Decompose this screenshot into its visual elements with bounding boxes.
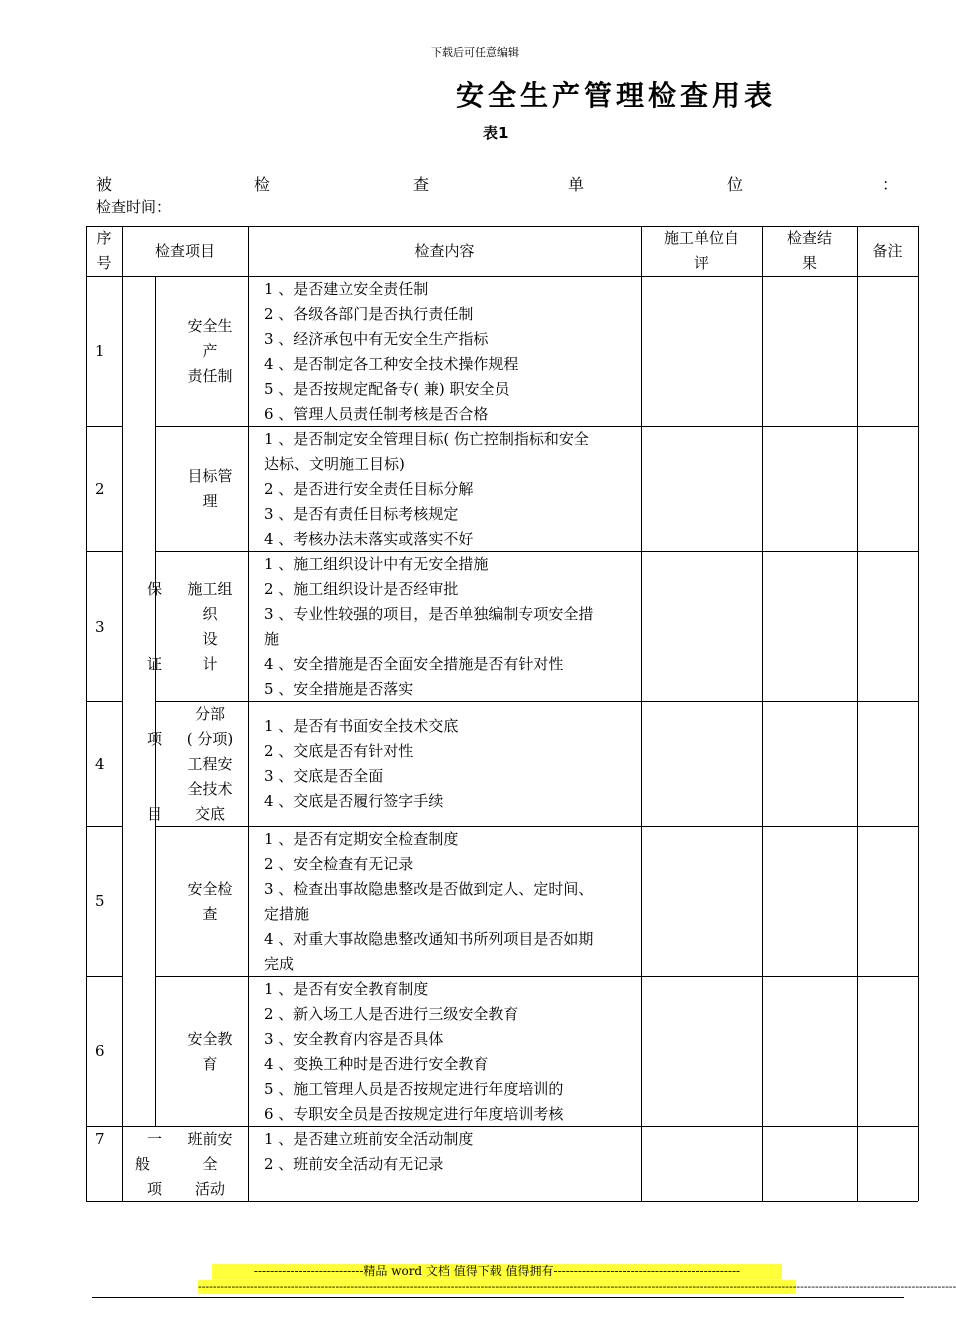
row-content: 1 、是否制定安全管理目标( 伤亡控制指标和安全 达标、文明施工目标) 2 、是否进行安全责任目标分解 3 、是否有责任目标考核规定 4 、考核办法未落实或落实不好 [264, 430, 589, 548]
row-number: 2 [95, 480, 105, 498]
footer-banner: ---------------------------精品 word 文档 值得下载 值得拥有---------------------------------------------- [212, 1264, 782, 1279]
row-number: 6 [95, 1042, 105, 1060]
category-char: 一 [147, 1130, 163, 1148]
unit-label-char: 单 [568, 175, 585, 194]
check-time-label: 检查时间： [96, 198, 172, 216]
row-number: 5 [95, 892, 105, 910]
unit-label-char: 检 [254, 175, 271, 194]
footer-rule [92, 1297, 904, 1298]
row-number: 3 [95, 618, 105, 636]
table-border [86, 426, 122, 427]
row-content: 1 、是否有书面安全技术交底 2 、交底是否有针对性 3 、交底是否全面 4 、交底是否履行签字手续 [264, 717, 459, 810]
category-char: 项 [147, 1180, 163, 1198]
unit-label-char: 位 [727, 175, 744, 194]
header-remark: 备注 [872, 242, 903, 260]
table-number: 表1 [483, 124, 509, 142]
category-char: 般 [135, 1155, 151, 1173]
row-item: 施工组 织 设 计 [187, 580, 233, 673]
category-char: 证 [147, 655, 163, 673]
table-border [248, 226, 249, 1201]
row-content: 1 、是否建立安全责任制 2 、各级各部门是否执行责任制 3 、经济承包中有无安全生产指标 4 、是否制定各工种安全技术操作规程 5 、是否按规定配备专( 兼) 职安全员 6 、管理人员责任制考核是否合格 [264, 280, 519, 423]
row-item: 班前安 全 活动 [187, 1130, 233, 1198]
row-item: 安全生 产 责任制 [187, 317, 233, 385]
table-border [86, 826, 122, 827]
header-self-eval: 施工单位自 评 [663, 229, 739, 272]
row-number: 7 [95, 1130, 105, 1148]
table-border [86, 226, 87, 1201]
category-char: 项 [147, 730, 163, 748]
header-content: 检查内容 [414, 242, 475, 260]
table-border [641, 226, 642, 1201]
row-content: 1 、施工组织设计中有无安全措施 2 、施工组织设计是否经审批 3 、专业性较强的项目，是否单独编制专项安全措 施 4 、安全措施是否全面安全措施是否有针对性 5 、安全措施是否落实 [264, 555, 594, 698]
page-title: 安全生产管理检查用表 [456, 79, 777, 112]
row-number: 1 [95, 342, 105, 360]
row-item: 安全检 查 [187, 880, 233, 923]
row-content: 1 、是否有定期安全检查制度 2 、安全检查有无记录 3 、检查出事故隐患整改是否做到定人、定时间、 定措施 4 、对重大事故隐患整改通知书所列项目是否如期 完成 [264, 830, 594, 973]
row-item: 安全教 育 [187, 1030, 233, 1073]
header-result: 检查结 果 [786, 229, 832, 272]
unit-label-char: ： [882, 175, 899, 194]
header-seq: 序 号 [96, 229, 112, 272]
row-content: 1 、是否建立班前安全活动制度 2 、班前安全活动有无记录 [264, 1130, 474, 1173]
unit-label-char: 被 [96, 175, 113, 194]
row-number: 4 [95, 755, 105, 773]
table-border [918, 226, 919, 1201]
row-item: 目标管 理 [187, 467, 233, 510]
footer-dashes: ------------------------------------------------------------------------------------------------------------------------------------------------------------------------------------------------------------ [198, 1280, 956, 1293]
top-note: 下载后可任意编辑 [431, 46, 519, 59]
table-border [762, 226, 763, 1201]
unit-label-char: 查 [413, 175, 430, 194]
category-char: 保 [147, 580, 163, 598]
table-border [122, 226, 123, 1201]
table-border [86, 976, 122, 977]
category-char: 目 [147, 805, 163, 823]
row-content: 1 、是否有安全教育制度 2 、新入场工人是否进行三级安全教育 3 、安全教育内容是否具体 4 、变换工种时是否进行安全教育 5 、施工管理人员是否按规定进行年度培训的 6 、专职安全员是否按规定进行年度培训考核 [264, 980, 564, 1123]
row-item: 分部 ( 分项) 工程安 全技术 交底 [186, 705, 234, 823]
table-border [86, 701, 122, 702]
table-border [155, 276, 156, 1126]
header-item: 检查项目 [154, 242, 215, 260]
table-border [857, 226, 858, 1201]
table-border [86, 551, 122, 552]
